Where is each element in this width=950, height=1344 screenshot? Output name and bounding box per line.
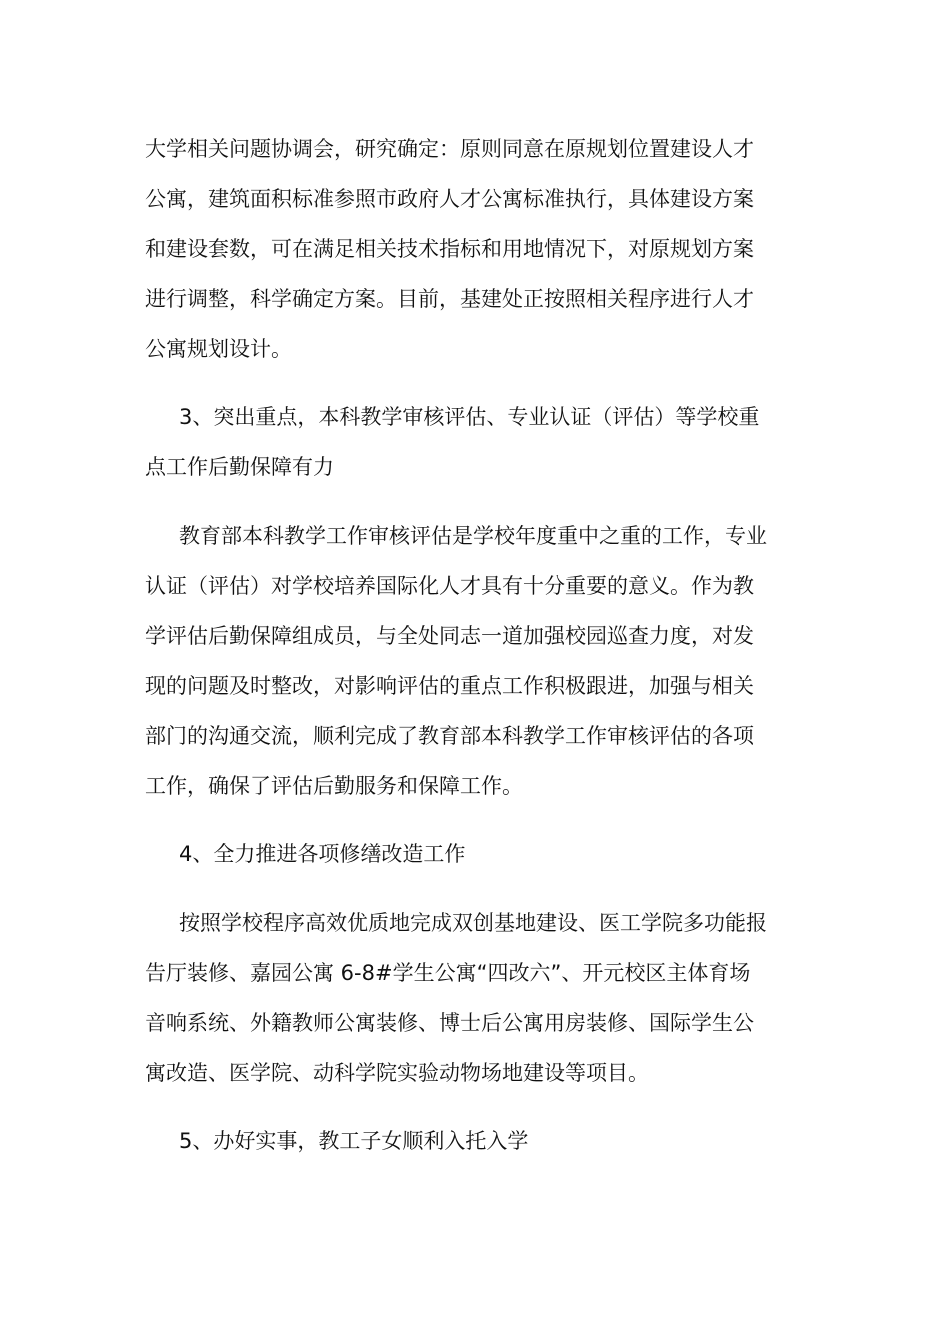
text-line: 点工作后勤保障有力 [145,455,334,479]
text-line: 按照学校程序高效优质地完成双创基地建设、医工学院多功能报 [179,911,767,935]
text-line: 认证（评估）对学校培养国际化人才具有十分重要的意义。作为教 [145,574,754,598]
paragraph-teaching-evaluation [145,511,810,811]
text-line: 5、办好实事，教工子女顺利入托入学 [179,1129,529,1153]
text-line: 4、全力推进各项修缮改造工作 [179,842,466,866]
text-line: 大学相关问题协调会，研究确定：原则同意在原规划位置建设人才 [145,137,754,161]
section-heading-5 [145,1116,810,1166]
paragraph-renovation-projects [145,898,810,1098]
text-line: 寓改造、医学院、动科学院实验动物场地建设等项目。 [145,1061,649,1085]
text-line: 和建设套数，可在满足相关技术指标和用地情况下，对原规划方案 [145,237,754,261]
section-heading-3 [145,392,810,492]
section-heading-4 [145,829,810,879]
paragraph-continuation [145,124,810,374]
text-line: 工作，确保了评估后勤服务和保障工作。 [145,774,523,798]
text-line: 现的问题及时整改，对影响评估的重点工作积极跟进，加强与相关 [145,674,754,698]
text-line: 学评估后勤保障组成员，与全处同志一道加强校园巡查力度，对发 [145,624,754,648]
text-line: 教育部本科教学工作审核评估是学校年度重中之重的工作，专业 [179,524,767,548]
text-line: 音响系统、外籍教师公寓装修、博士后公寓用房装修、国际学生公 [145,1011,754,1035]
text-line: 3、突出重点，本科教学审核评估、专业认证（评估）等学校重 [179,405,760,429]
text-line: 公寓，建筑面积标准参照市政府人才公寓标准执行，具体建设方案 [145,187,754,211]
text-line: 部门的沟通交流，顺利完成了教育部本科教学工作审核评估的各项 [145,724,754,748]
text-line: 告厅装修、嘉园公寓 6-8#学生公寓“四改六”、开元校区主体育场 [145,961,751,985]
text-line: 公寓规划设计。 [145,337,292,361]
text-line: 进行调整，科学确定方案。目前，基建处正按照相关程序进行人才 [145,287,754,311]
